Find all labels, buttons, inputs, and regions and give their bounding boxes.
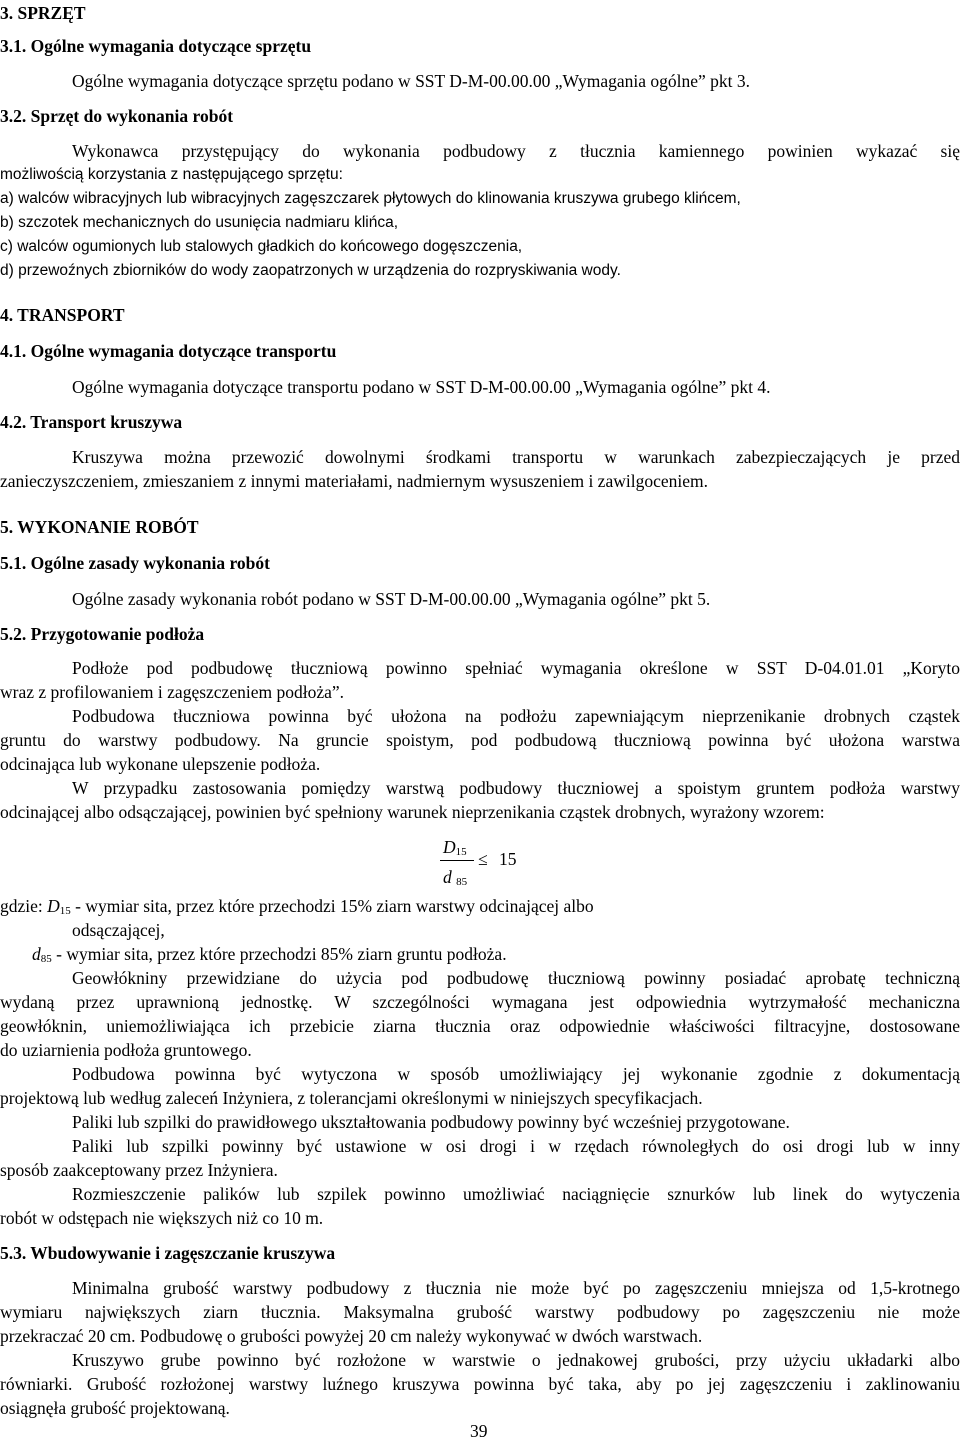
paragraph-line: W przypadku zastosowania pomiędzy warstwą podbudowy tłuczniowej a spoistym gruntem podłoża warstwy xyxy=(72,778,960,798)
paragraph-line: Rozmieszczenie palików lub szpilek powinno umożliwiać naciągnięcie sznurków lub linek do wytyczenia xyxy=(72,1184,960,1204)
definition-line: odsączającej, xyxy=(72,920,165,940)
paragraph-line: Minimalna grubość warstwy podbudowy z tłucznia nie może być po zagęszczeniu mniejsza od 1,5-krotnego xyxy=(72,1278,960,1298)
paragraph-line: gruntu do warstwy podbudowy. Na gruncie spoistym, pod podbudową tłuczniową powinna być ułożona warstwa xyxy=(0,730,960,750)
list-item: a) walców wibracyjnych lub wibracyjnych zagęszczarek płytowych do klinowania kruszywa grubego klińcem, xyxy=(0,190,741,207)
paragraph-line: geowłóknin, uniemożliwiająca ich przebicie ziarna tłucznia oraz odpowiednie właściwości filtracyjne, dostosowane xyxy=(0,1016,960,1036)
formula-operator: ≤ xyxy=(478,849,488,869)
section-heading: 5. WYKONANIE ROBÓT xyxy=(0,517,199,537)
paragraph-line: wymiaru największych ziarn tłucznia. Maksymalna grubość warstwy podbudowy po zagęszczeniu nie może xyxy=(0,1302,960,1322)
subsection-heading: 5.1. Ogólne zasady wykonania robót xyxy=(0,553,270,573)
paragraph-line: robót w odstępach nie większych niż co 10 m. xyxy=(0,1208,324,1228)
paragraph-line: Podbudowa powinna być wytyczona w sposób umożliwiający jej wykonanie zgodnie z dokumentacją xyxy=(72,1064,960,1084)
subsection-heading: 4.2. Transport kruszywa xyxy=(0,412,183,432)
paragraph-line: Geowłókniny przewidziane do użycia pod podbudowę tłuczniową powinny posiadać aprobatę techniczną xyxy=(72,968,960,988)
paragraph-line: Wykonawca przystępujący do wykonania podbudowy z tłucznia kamiennego powinien wykazać się xyxy=(72,141,960,161)
paragraph-line: projektową lub według zaleceń Inżyniera, z tolerancjami określonymi w niniejszych specyfikacjach. xyxy=(0,1088,703,1108)
paragraph-line: zanieczyszczeniem, zmieszaniem z innymi materiałami, nadmiernym wysuszeniem i zawilgoceniem. xyxy=(0,471,708,491)
paragraph-line: Kruszywo grube powinno być rozłożone w warstwie o jednakowej grubości, przy użyciu układarki albo xyxy=(72,1350,960,1370)
paragraph-line: równiarki. Grubość rozłożonej warstwy luźnego kruszywa powinna być taka, aby po jej zagęszczeniu i zaklinowaniu xyxy=(0,1374,960,1394)
paragraph-line: Ogólne wymagania dotyczące sprzętu podano w SST D-M-00.00.00 „Wymagania ogólne” pkt 3. xyxy=(72,71,751,91)
paragraph-line: odcinającej albo odsączającej, powinien być spełniony warunek nieprzenikania cząstek drobnych, wyrażony wzorem: xyxy=(0,802,825,822)
paragraph-line: Podłoże pod podbudowę tłuczniową powinno spełniać wymagania określone w SST D-04.01.01 „Koryto xyxy=(72,658,960,678)
formula-rhs: 15 xyxy=(499,849,517,869)
list-item: d) przewoźnych zbiorników do wody zaopatrzonych w urządzenia do rozpryskiwania wody. xyxy=(0,262,621,279)
paragraph-line: sposób zaakceptowany przez Inżyniera. xyxy=(0,1160,278,1180)
paragraph-line: przekraczać 20 cm. Podbudowę o grubości powyżej 20 cm należy wykonywać w dwóch warstwach. xyxy=(0,1326,703,1346)
page-number: 39 xyxy=(470,1421,488,1441)
formula-denominator: d $_{85}$ xyxy=(443,867,468,888)
paragraph-line: wydaną przez uprawnioną jednostkę. W szczególności wymagana jest odpowiednia wytrzymałość mechaniczna xyxy=(0,992,960,1012)
paragraph-line: Paliki lub szpilki do prawidłowego ukształtowania podbudowy powinny być wcześniej przygotowane. xyxy=(72,1112,790,1132)
paragraph-line: możliwością korzystania z następującego sprzętu: xyxy=(0,166,343,183)
subsection-heading: 4.1. Ogólne wymagania dotyczące transportu xyxy=(0,341,337,361)
formula-numerator: $D_{15}$ xyxy=(443,837,467,858)
paragraph-line: Ogólne wymagania dotyczące transportu podano w SST D-M-00.00.00 „Wymagania ogólne” pkt 4. xyxy=(72,377,771,397)
list-item: c) walców ogumionych lub stalowych gładkich do końcowego dogęszczenia, xyxy=(0,238,523,255)
paragraph-line: wraz z profilowaniem i zagęszczeniem podłoża”. xyxy=(0,682,344,702)
subsection-heading: 5.2. Przygotowanie podłoża xyxy=(0,624,205,644)
paragraph-line: osiągnęła grubość projektowaną. xyxy=(0,1398,230,1418)
paragraph-line: do uziarnienia podłoża gruntowego. xyxy=(0,1040,252,1060)
paragraph-line: odcinająca lub wykonane ulepszenie podłoża. xyxy=(0,754,321,774)
definition-line: $d_{85}$ - wymiar sita, przez które przechodzi 85% ziarn gruntu podłoża. xyxy=(32,944,507,965)
section-heading: 4. TRANSPORT xyxy=(0,305,125,325)
definition-line: gdzie: $D_{15}$ - wymiar sita, przez które przechodzi 15% ziarn warstwy odcinającej albo xyxy=(0,896,594,917)
list-item: b) szczotek mechanicznych do usunięcia nadmiaru klińca, xyxy=(0,214,399,231)
paragraph-line: Kruszywa można przewozić dowolnymi środkami transportu w warunkach zabezpieczających je przed xyxy=(72,447,960,467)
fraction-bar xyxy=(440,860,474,861)
paragraph-line: Ogólne zasady wykonania robót podano w SST D-M-00.00.00 „Wymagania ogólne” pkt 5. xyxy=(72,589,711,609)
paragraph-line: Podbudowa tłuczniowa powinna być ułożona na podłożu zapewniającym nieprzenikanie drobnych cząstek xyxy=(72,706,960,726)
subsection-heading: 3.1. Ogólne wymagania dotyczące sprzętu xyxy=(0,36,312,56)
subsection-heading: 3.2. Sprzęt do wykonania robót xyxy=(0,106,234,126)
section-heading: 3. SPRZĘT xyxy=(0,3,86,23)
subsection-heading: 5.3. Wbudowywanie i zagęszczanie kruszywa xyxy=(0,1243,336,1263)
paragraph-line: Paliki lub szpilki powinny być ustawione w osi drogi i w rzędach równoległych do osi drogi lub w inny xyxy=(72,1136,960,1156)
